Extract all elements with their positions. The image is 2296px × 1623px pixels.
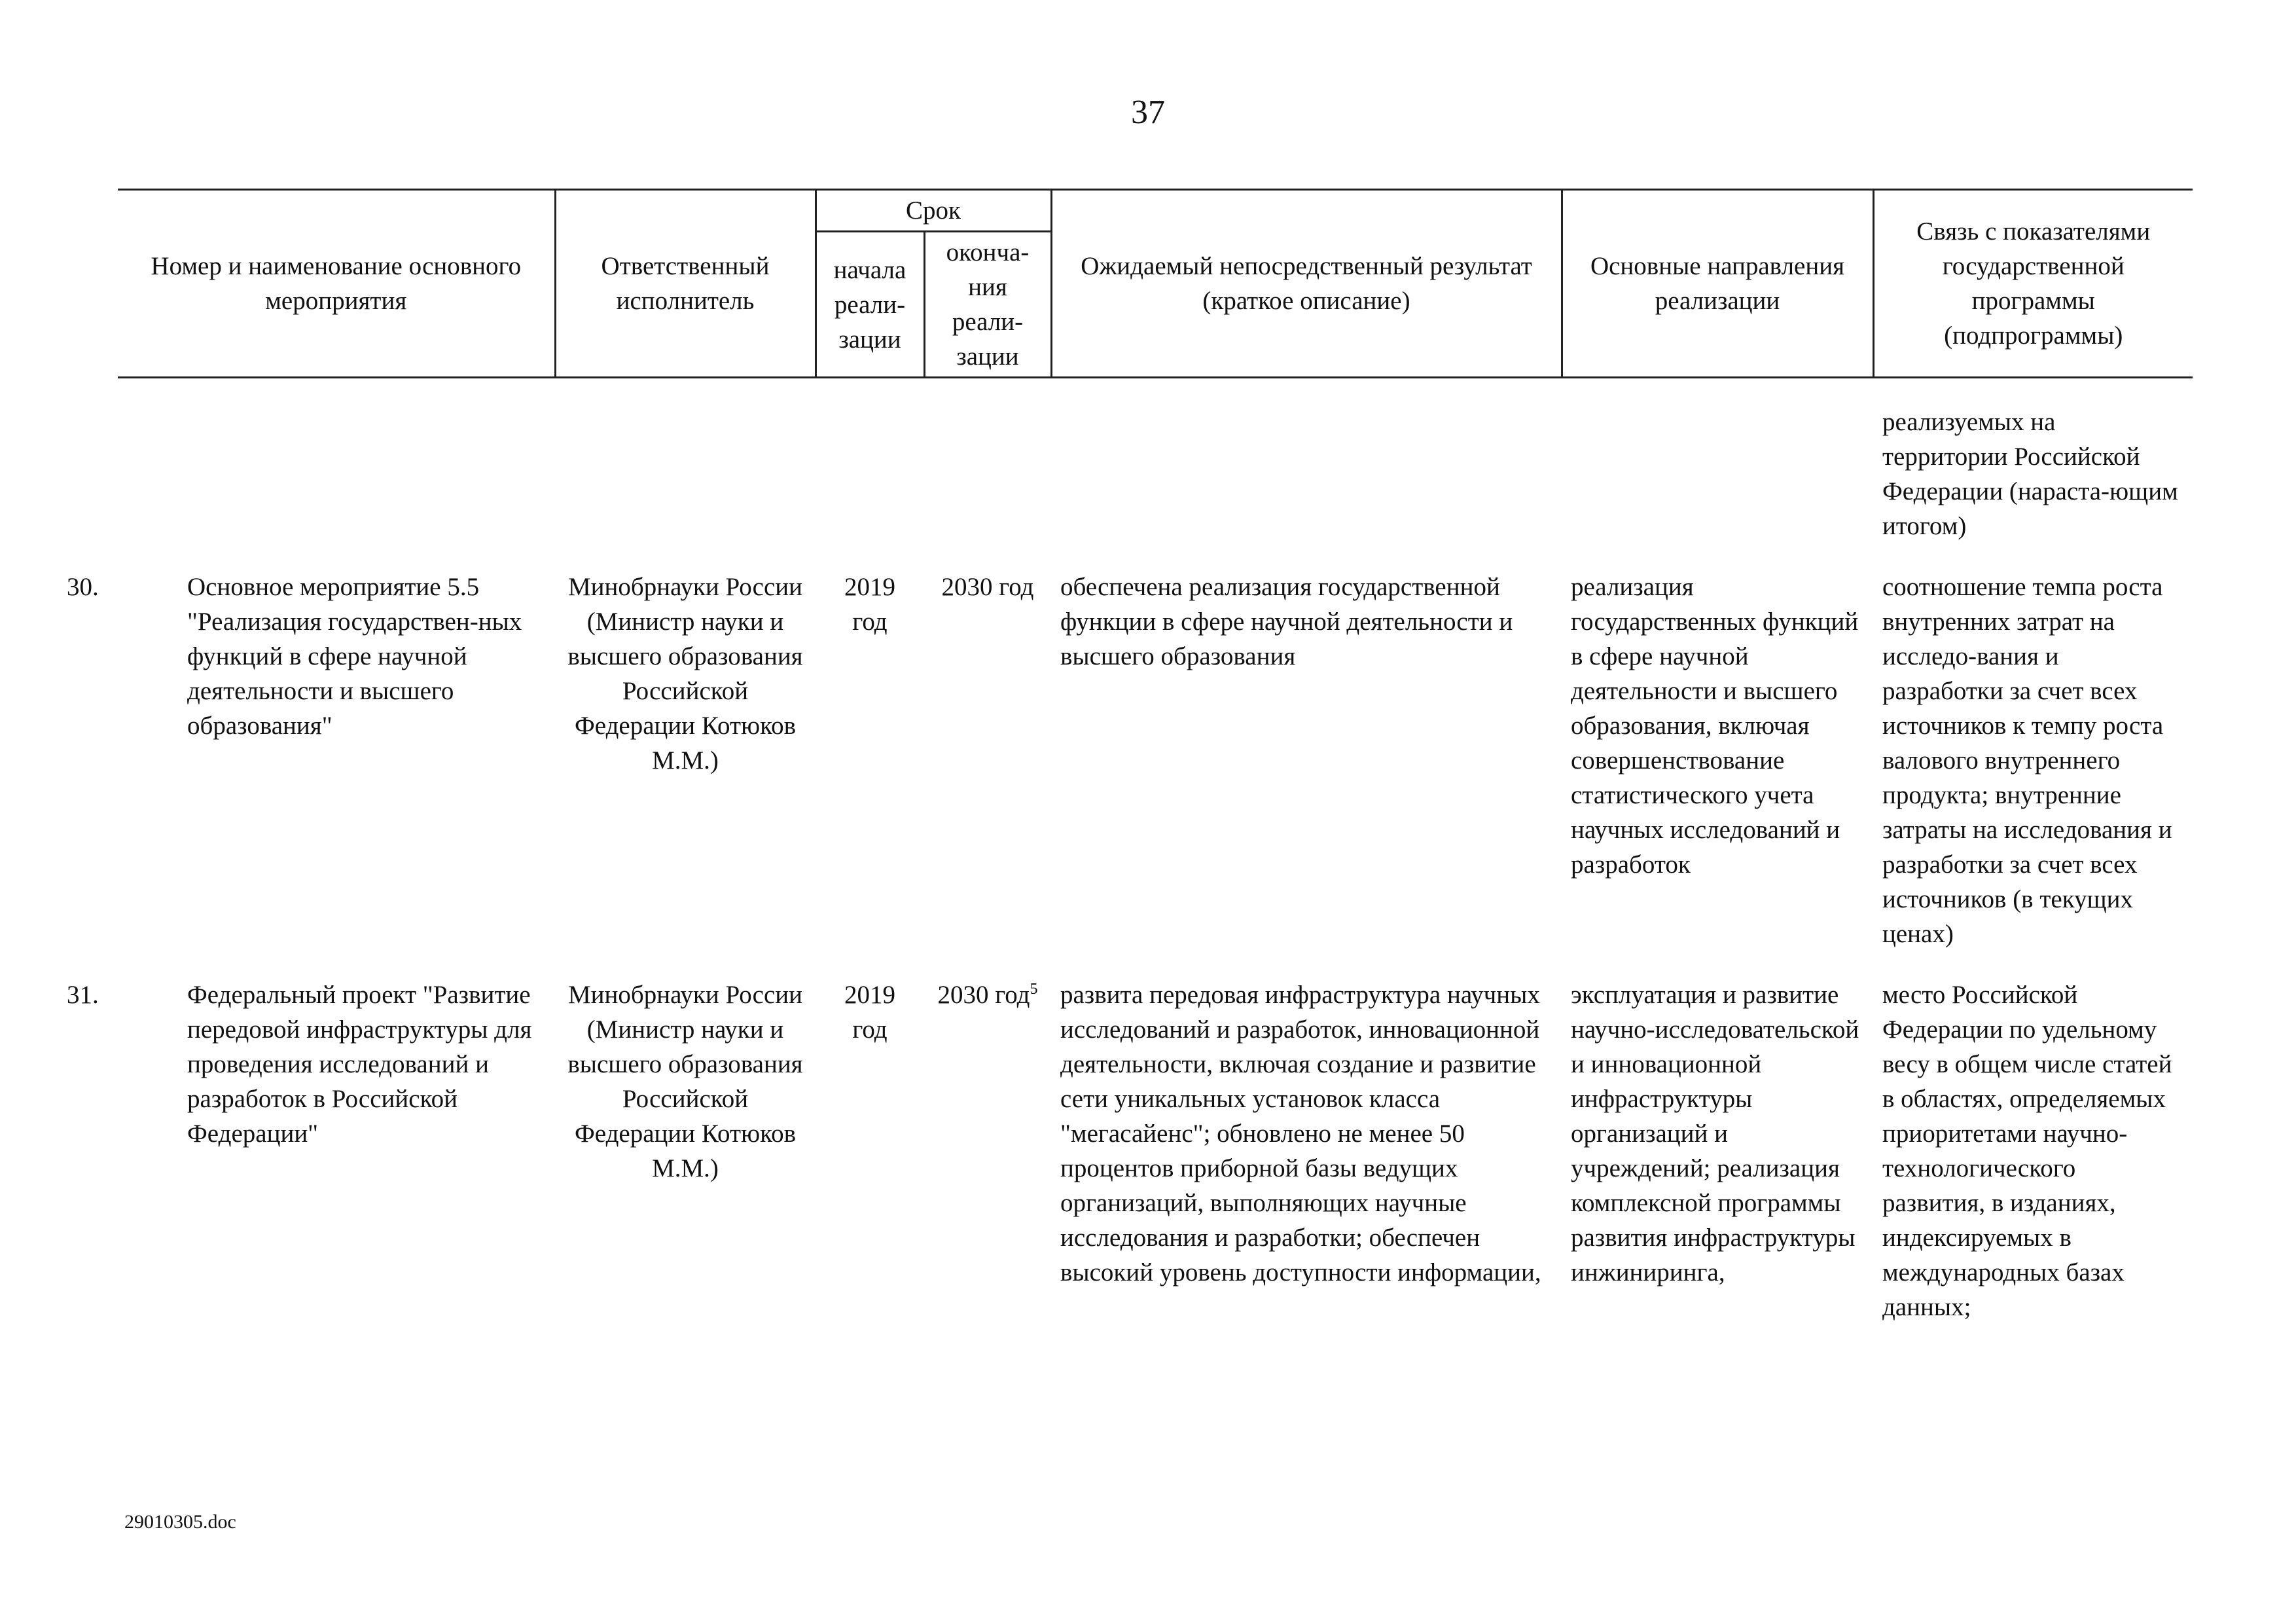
- table-row: [118, 977, 2193, 1324]
- header-result: Ожидаемый непосредственный результат (краткое описание): [1051, 190, 1562, 378]
- end-year: 2030 год: [937, 981, 1030, 1009]
- continuation-row: [118, 405, 2193, 543]
- continuation-link: реализуемых на территории Российской Федерации (нараста-ющим итогом): [1882, 408, 2178, 540]
- main-directions: эксплуатация и развитие научно-исследовательской и инновационной инфраструктуры организаций и учреждений; реализация комплексной программы развития инфраструктуры инжиниринга,: [1571, 981, 1859, 1286]
- measure-name-cell: [67, 570, 555, 951]
- indicator-link: соотношение темпа роста внутренних затрат на исследо-вания и разработки за счет всех источников к темпу роста валового внутреннего продукта; внутренние затраты на исследования и разработки за счет всех источников (в текущих ценах): [1882, 573, 2172, 948]
- header-name: Номер и наименование основного мероприятия: [118, 190, 555, 378]
- header-directions: Основные направления реализации: [1562, 190, 1873, 378]
- header-executor: Ответственный исполнитель: [555, 190, 816, 378]
- measure-name: Федеральный проект "Развитие передовой инфраструктуры для проведения исследований и разработок в Российской Федерации": [187, 981, 532, 1148]
- main-directions: реализация государственных функций в сфере научной деятельности и высшего образования, включая совершенствование статистического учета научных исследований и разработок: [1571, 573, 1859, 879]
- header-term: Срок: [816, 190, 1051, 232]
- document-filename: 29010305.doc: [124, 1511, 236, 1533]
- table-row: [118, 570, 2193, 951]
- indicator-link: место Российской Федерации по удельному весу в общем числе статей в областях, определяемых приоритетами научно-технологического развития, в изданиях, индексируемых в международных базах данных;: [1882, 981, 2172, 1321]
- header-row: [118, 190, 2193, 232]
- end-year-cell: [924, 570, 1051, 951]
- expected-result: развита передовая инфраструктура научных исследований и разработок, инновационной деятельности, включая создание и развитие сети уникальных установок класса "мегасайенс"; обновлено не менее 50 процентов приборной базы ведущих организаций, выполняющих научные исследования и разработки; обеспечен высокий уровень доступности информации,: [1060, 981, 1541, 1286]
- start-year: 2019 год: [844, 573, 895, 636]
- measure-number: 31.: [67, 981, 99, 1009]
- end-year-cell: [924, 977, 1051, 1324]
- measure-name: Основное мероприятие 5.5 "Реализация государствен-ных функций в сфере научной деятельности и высшего образования": [187, 573, 522, 740]
- measures-table: [67, 189, 2193, 1324]
- end-year: 2030 год: [941, 573, 1034, 601]
- header-start: начала реали-зации: [816, 232, 924, 378]
- page-number: 37: [1131, 94, 1165, 131]
- measure-number: 30.: [67, 573, 99, 601]
- start-year: 2019 год: [844, 981, 895, 1044]
- executor: Минобрнауки России (Министр науки и высшего образования Российской Федерации Котюков М.М.): [567, 981, 803, 1182]
- executor: Минобрнауки России (Министр науки и высшего образования Российской Федерации Котюков М.М.): [567, 573, 803, 775]
- header-link: Связь с показателями государственной программы (подпрограммы): [1873, 190, 2193, 378]
- header-end: оконча-ния реали-зации: [924, 232, 1051, 378]
- measure-name-cell: [67, 977, 555, 1324]
- expected-result: обеспечена реализация государственной функции в сфере научной деятельности и высшего образования: [1060, 573, 1513, 670]
- end-year-footnote: 5: [1030, 981, 1038, 998]
